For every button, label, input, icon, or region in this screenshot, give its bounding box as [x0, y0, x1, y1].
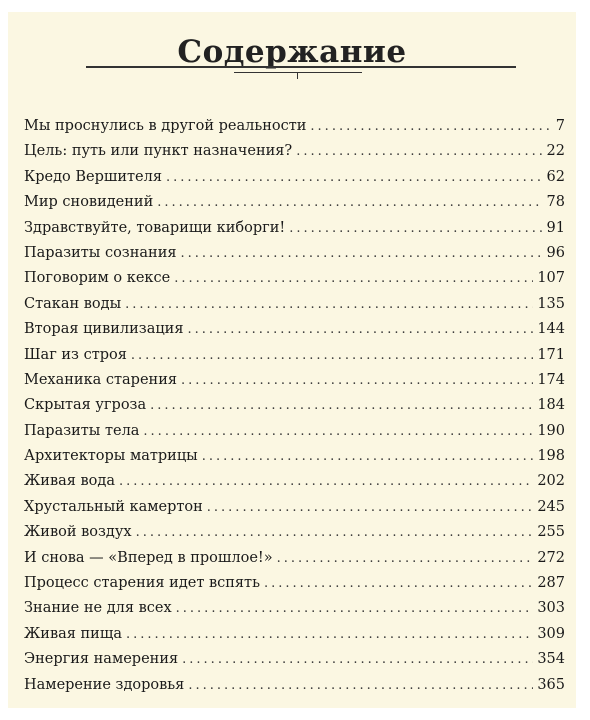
toc-entry-page-number: 144 [537, 321, 565, 338]
toc-entry-page-number: 287 [537, 575, 565, 592]
toc-entry[interactable] [24, 423, 565, 448]
toc-dot-leader [150, 398, 533, 413]
toc-entry-title: Цель: путь или пункт назначения? [24, 143, 293, 160]
toc-entry-title: Живая пища [24, 625, 122, 642]
toc-entry-page-number: 107 [537, 270, 565, 287]
toc-entry-title: Мы проснулись в другой реальности [24, 118, 307, 134]
toc-entry-page-number: 184 [537, 397, 565, 414]
toc-entry-title: Здравствуйте, товарищи киборги! [24, 219, 286, 236]
toc-entry-page-number: 22 [546, 143, 565, 160]
toc-dot-leader [176, 601, 534, 616]
toc-entry[interactable] [24, 220, 565, 245]
toc-entry[interactable] [24, 600, 565, 625]
toc-entry-title: Хрустальный камертон [24, 498, 203, 515]
toc-dot-leader [310, 119, 551, 134]
toc-dot-leader [182, 652, 533, 667]
toc-entry-page-number: 198 [537, 448, 565, 465]
toc-entry-page-number: 202 [537, 473, 565, 490]
toc-dot-leader [166, 170, 543, 185]
toc-entry[interactable] [24, 296, 565, 321]
toc-entry-title: Мир сновидений [24, 194, 154, 211]
toc-entry[interactable] [24, 499, 565, 524]
toc-entry-page-number: 365 [537, 676, 565, 693]
toc-entry[interactable] [24, 473, 565, 498]
toc-entry-page-number: 7 [555, 118, 565, 134]
toc-entry-title: Поговорим о кексе [24, 270, 171, 287]
toc-dot-leader [143, 424, 533, 439]
toc-entry-page-number: 174 [537, 371, 565, 388]
toc-entry[interactable] [24, 194, 565, 219]
title-ornament-rule [234, 72, 362, 73]
toc-entry-page-number: 272 [537, 549, 565, 566]
toc-entry-title: Процесс старения идет вспять [24, 575, 260, 592]
toc-entry-title: Шаг из строя [24, 346, 127, 363]
table-of-contents [24, 118, 565, 702]
toc-entry[interactable] [24, 575, 565, 600]
toc-entry-page-number: 96 [546, 244, 565, 261]
toc-entry-page-number: 62 [546, 168, 565, 185]
toc-entry-page-number: 91 [546, 219, 565, 236]
toc-entry[interactable] [24, 321, 565, 346]
title-ornament-tick [297, 72, 298, 79]
toc-entry[interactable] [24, 372, 565, 397]
toc-entry[interactable] [24, 626, 565, 651]
toc-dot-leader [188, 678, 533, 693]
title-underline [86, 66, 516, 68]
toc-entry[interactable] [24, 677, 565, 702]
toc-entry-title: Скрытая угроза [24, 397, 147, 414]
toc-dot-leader [136, 525, 534, 540]
toc-dot-leader [174, 271, 533, 286]
toc-entry[interactable] [24, 397, 565, 422]
toc-entry-title: Намерение здоровья [24, 676, 185, 693]
toc-entry-title: Кредо Вершителя [24, 168, 162, 185]
toc-dot-leader [119, 474, 533, 489]
toc-entry-title: Архитекторы матрицы [24, 448, 198, 465]
toc-dot-leader [131, 348, 533, 363]
toc-entry[interactable] [24, 347, 565, 372]
toc-entry[interactable] [24, 118, 565, 143]
toc-entry-page-number: 303 [537, 600, 565, 617]
toc-dot-leader [181, 246, 543, 261]
toc-entry[interactable] [24, 143, 565, 168]
toc-entry-page-number: 135 [537, 295, 565, 312]
toc-entry-title: Живой воздух [24, 524, 132, 541]
toc-entry-page-number: 190 [537, 422, 565, 439]
toc-entry-title: И снова — «Вперед в прошлое!» [24, 549, 273, 566]
toc-entry[interactable] [24, 524, 565, 549]
toc-dot-leader [296, 144, 542, 159]
toc-entry-page-number: 354 [537, 651, 565, 668]
toc-entry-title: Живая вода [24, 473, 115, 490]
toc-dot-leader [202, 449, 534, 464]
toc-entry-title: Знание не для всех [24, 600, 172, 617]
toc-dot-leader [207, 500, 534, 515]
toc-entry[interactable] [24, 270, 565, 295]
toc-entry-title: Стакан воды [24, 295, 122, 312]
toc-entry-title: Механика старения [24, 371, 178, 388]
toc-dot-leader [181, 373, 533, 388]
toc-dot-leader [157, 195, 542, 210]
toc-entry-title: Паразиты тела [24, 422, 140, 439]
page-title: Содержание [177, 34, 407, 70]
toc-dot-leader [126, 627, 533, 642]
toc-entry-title: Вторая цивилизация [24, 321, 184, 338]
toc-entry-page-number: 309 [537, 625, 565, 642]
toc-entry-title: Паразиты сознания [24, 244, 177, 261]
toc-entry-page-number: 78 [546, 194, 565, 211]
toc-dot-leader [264, 576, 533, 591]
toc-dot-leader [125, 297, 533, 312]
toc-entry[interactable] [24, 169, 565, 194]
toc-entry-page-number: 245 [537, 498, 565, 515]
toc-entry-page-number: 255 [537, 524, 565, 541]
toc-entry[interactable] [24, 245, 565, 270]
toc-dot-leader [289, 221, 542, 236]
toc-entry[interactable] [24, 550, 565, 575]
book-page [8, 12, 576, 708]
toc-entry[interactable] [24, 651, 565, 676]
toc-dot-leader [277, 551, 534, 566]
toc-dot-leader [187, 322, 533, 337]
toc-entry-page-number: 171 [537, 346, 565, 363]
toc-entry-title: Энергия намерения [24, 651, 179, 668]
toc-entry[interactable] [24, 448, 565, 473]
